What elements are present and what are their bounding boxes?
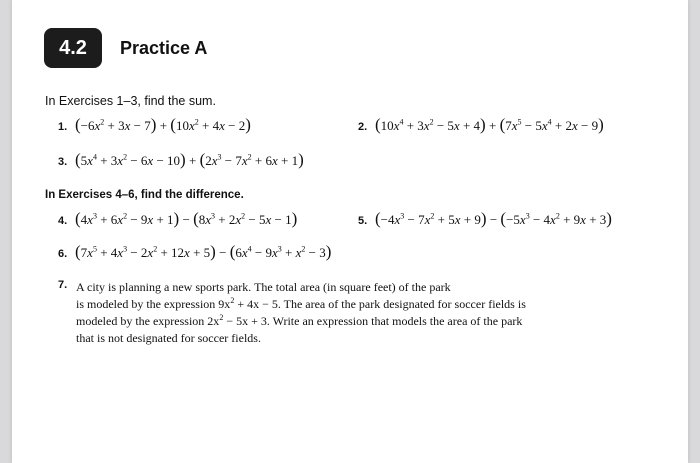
page-title: Practice A — [120, 37, 208, 58]
word-problem-line-1: A city is planning a new sports park. The total area (in square feet) of the park — [76, 280, 451, 294]
exercise-number: 3. — [58, 156, 68, 168]
instruction-difference: In Exercises 4–6, find the difference. — [45, 189, 244, 201]
exercise-expression: $(7x^5 + 4x^3 - 2x^2 + 12x + 5) - (6x^4 - 9x^3 + x^2 - 3)$ — [75, 242, 332, 261]
exercise-5 — [358, 209, 612, 228]
exercise-number: 5. — [358, 215, 368, 227]
exercise-1 — [58, 115, 251, 134]
section-number-badge: 4.2 — [44, 28, 102, 68]
section-header — [44, 28, 207, 68]
worksheet-page — [12, 0, 688, 463]
word-problem-text: modeled by the expression 2x — [76, 314, 220, 328]
exercise-2 — [358, 115, 604, 134]
exercise-expression: $(5x^4 + 3x^2 - 6x - 10) + (2x^3 - 7x^2 + 6x + 1)$ — [75, 150, 304, 169]
exercise-7-word-problem — [58, 279, 578, 347]
exercise-expression: $(-6x^2 + 3x - 7) + (10x^2 + 4x - 2)$ — [75, 115, 251, 134]
exercise-number: 2. — [358, 121, 368, 133]
exercise-expression: $(10x^4 + 3x^2 - 5x + 4) + (7x^5 - 5x^4 + 2x - 9)$ — [375, 115, 604, 134]
exercise-number: 7. — [58, 279, 68, 291]
exercise-number: 1. — [58, 121, 68, 133]
exercise-6 — [58, 242, 332, 261]
instruction-sum: In Exercises 1–3, find the sum. — [45, 94, 216, 108]
word-problem-line-4: that is not designated for soccer fields. — [76, 331, 261, 345]
word-problem-text: + 4x − 5. The area of the park designated for soccer fields is — [234, 297, 526, 311]
word-problem-text: − 5x + 3. Write an expression that models the area of the park — [223, 314, 523, 328]
exercise-3 — [58, 150, 304, 169]
exercise-4 — [58, 209, 298, 228]
exercise-number: 4. — [58, 215, 68, 227]
exercise-number: 6. — [58, 248, 68, 260]
word-problem-line-3: modeled by the expression $2x^2 - 5x + 3$. Write an expression that models the area of the park — [76, 313, 523, 328]
exercise-expression: $(4x^3 + 6x^2 - 9x + 1) - (8x^3 + 2x^2 - 5x - 1)$ — [75, 209, 298, 228]
exercise-expression: $(-4x^3 - 7x^2 + 5x + 9) - (-5x^3 - 4x^2 + 9x + 3)$ — [375, 209, 612, 228]
word-problem-line-2: is modeled by the expression $9x^2 + 4x - 5$. The area of the park designated for soccer fields is — [76, 296, 526, 311]
word-problem-text: is modeled by the expression 9x — [76, 297, 231, 311]
